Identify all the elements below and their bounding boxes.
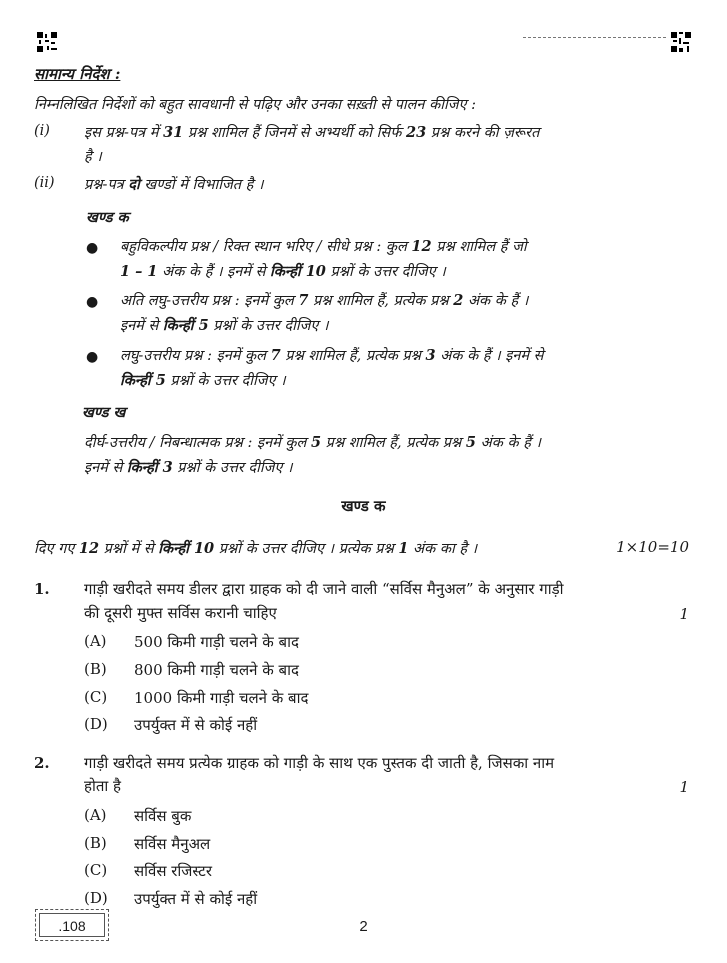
section-b-text: दीर्घ-उत्तरीय / निबन्धात्मक प्रश्न : इनमें कुल 5 प्रश्न शामिल हैं, प्रत्येक प्रश्न 5 अंक के हैं । bbox=[84, 434, 541, 451]
option-text: सर्विस मैनुअल bbox=[134, 835, 211, 853]
option-text: उपर्युक्त में से कोई नहीं bbox=[134, 716, 258, 734]
qr-code-icon bbox=[37, 32, 57, 52]
point-text: इस प्रश्न-पत्र में 31 प्रश्न शामिल हैं जिनमें से अभ्यर्थी को सिर्फ 23 प्रश्न करने की ज़रूरत bbox=[84, 124, 540, 141]
option-text: 800 किमी गाड़ी चलने के बाद bbox=[134, 661, 299, 679]
section-a-subheading: खण्ड क bbox=[86, 209, 129, 226]
option-label: (A) bbox=[84, 632, 107, 650]
question-text-continued: की दूसरी मुफ्त सर्विस करानी चाहिए bbox=[84, 604, 277, 622]
question-marks: 1 bbox=[679, 778, 689, 796]
bullet-text-continued: 1 – 1 अंक के हैं । इनमें से किन्हीं 10 प्रश्नों के उत्तर दीजिए । bbox=[120, 263, 446, 280]
option-label: (C) bbox=[84, 861, 108, 879]
bullet: ● bbox=[86, 240, 99, 256]
bullet-text: लघु-उत्तरीय प्रश्न : इनमें कुल 7 प्रश्न शामिल हैं, प्रत्येक प्रश्न 3 अंक के हैं । इनमें से bbox=[120, 347, 544, 364]
question-text: गाड़ी खरीदते समय प्रत्येक ग्राहक को गाड़ी के साथ एक पुस्तक दी जाती है, जिसका नाम bbox=[84, 754, 555, 772]
section-b-text-continued: इनमें से किन्हीं 3 प्रश्नों के उत्तर दीजिए । bbox=[84, 459, 293, 476]
section-heading: खण्ड क bbox=[341, 497, 386, 515]
bullet-text: अति लघु-उत्तरीय प्रश्न : इनमें कुल 7 प्रश्न शामिल हैं, प्रत्येक प्रश्न 2 अंक के हैं । bbox=[120, 292, 529, 309]
option-text: 500 किमी गाड़ी चलने के बाद bbox=[134, 633, 299, 651]
question-number: 2. bbox=[34, 754, 50, 772]
qr-code-icon bbox=[671, 32, 691, 52]
page-number: 2 bbox=[359, 918, 368, 935]
option-label: (B) bbox=[84, 834, 107, 852]
bullet: ● bbox=[86, 294, 99, 310]
bullet-text-continued: किन्हीं 5 प्रश्नों के उत्तर दीजिए । bbox=[120, 372, 286, 389]
option-text: सर्विस बुक bbox=[134, 807, 192, 825]
question-text: गाड़ी खरीदते समय डीलर द्वारा ग्राहक को दी जाने वाली “सर्विस मैनुअल” के अनुसार गाड़ी bbox=[84, 580, 564, 598]
option-label: (A) bbox=[84, 806, 107, 824]
bullet: ● bbox=[86, 349, 99, 365]
option-text: 1000 किमी गाड़ी चलने के बाद bbox=[134, 689, 309, 707]
point-text: प्रश्न-पत्र दो खण्डों में विभाजित है । bbox=[84, 176, 264, 193]
paper-code: .108 bbox=[39, 913, 105, 937]
option-text: उपर्युक्त में से कोई नहीं bbox=[134, 890, 258, 908]
header-dashed-line bbox=[523, 37, 666, 38]
point-text-continued: है । bbox=[84, 149, 102, 165]
option-text: सर्विस रजिस्टर bbox=[134, 862, 212, 880]
option-label: (D) bbox=[84, 715, 108, 733]
bullet-text: बहुविकल्पीय प्रश्न / रिक्त स्थान भरिए / सीधे प्रश्न : कुल 12 प्रश्न शामिल हैं जो bbox=[120, 238, 527, 255]
question-marks: 1 bbox=[679, 605, 689, 623]
option-label: (C) bbox=[84, 688, 108, 706]
option-label: (B) bbox=[84, 660, 107, 678]
question-text-continued: होता है bbox=[84, 777, 122, 795]
option-label: (D) bbox=[84, 889, 108, 907]
section-marks: 1×10=10 bbox=[616, 538, 689, 556]
section-instruction: दिए गए 12 प्रश्नों में से किन्हीं 10 प्रश्नों के उत्तर दीजिए । प्रत्येक प्रश्न 1 अंक का है । bbox=[34, 540, 478, 557]
section-b-subheading: खण्ड ख bbox=[82, 404, 126, 421]
point-number: (ii) bbox=[34, 175, 55, 191]
point-number: (i) bbox=[34, 123, 50, 139]
instructions-intro: निम्नलिखित निर्देशों को बहुत सावधानी से पढ़िए और उनका सख़्ती से पालन कीजिए : bbox=[34, 97, 477, 113]
question-number: 1. bbox=[34, 580, 50, 598]
general-instructions-heading: सामान्य निर्देश : bbox=[34, 65, 121, 83]
bullet-text-continued: इनमें से किन्हीं 5 प्रश्नों के उत्तर दीजिए । bbox=[120, 317, 329, 334]
